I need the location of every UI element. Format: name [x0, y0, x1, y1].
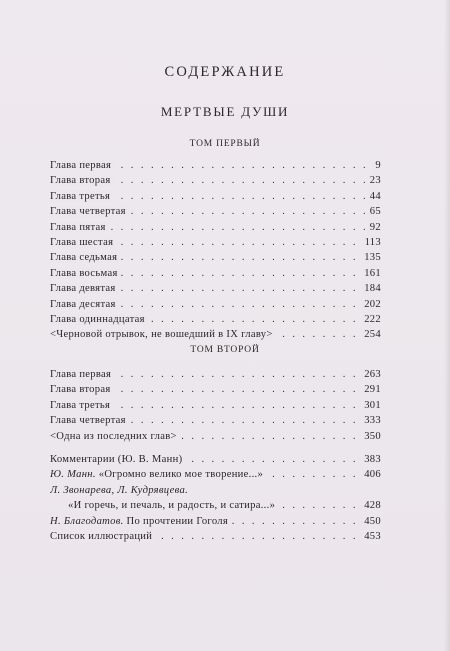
toc-entry-page: 254	[362, 327, 381, 342]
toc-entry[interactable]	[50, 189, 381, 204]
toc-entry-title: Комментарии (Ю. В. Манн)	[50, 454, 185, 465]
toc-entry[interactable]	[50, 173, 381, 188]
toc-entry-page: 113	[363, 235, 381, 250]
toc-entry[interactable]	[50, 312, 381, 327]
toc-entry[interactable]	[50, 266, 381, 281]
toc-entry-page: 301	[362, 398, 381, 413]
toc-entry-zvonareva-essay[interactable]	[50, 498, 381, 513]
toc-entry-title: Глава седьмая	[50, 252, 120, 263]
toc-entry-page: 333	[362, 413, 381, 428]
toc-entry-page: 65	[368, 204, 381, 219]
toc-entry-title: Глава десятая	[50, 299, 119, 310]
toc-entry[interactable]	[50, 382, 381, 397]
toc-entry-page: 92	[368, 220, 381, 235]
contents-title: СОДЕРЖАНИЕ	[164, 64, 286, 80]
toc-entry-title: Глава девятая	[50, 283, 119, 294]
toc-entry[interactable]	[50, 250, 381, 265]
toc-entry-title: Глава четвертая	[50, 206, 129, 217]
toc-entry-title: Глава восьмая	[50, 268, 121, 279]
toc-entry-author: Н. Благодатов.	[50, 515, 124, 527]
toc-entry-title: Глава третья	[50, 191, 113, 202]
toc-entry-illustrations[interactable]	[50, 529, 381, 544]
toc-entry-page: 184	[362, 281, 381, 296]
toc-entry-title: Глава вторая	[50, 175, 114, 186]
toc-entry[interactable]	[50, 158, 381, 173]
toc-entry-title: «И горечь, и печаль, и радость, и сатира...»	[50, 500, 278, 511]
volume-1-toc	[50, 158, 381, 343]
toc-entry-page: 161	[362, 266, 381, 281]
toc-entry-title	[50, 516, 231, 527]
toc-entry-title: Глава пятая	[50, 222, 109, 233]
toc-entry[interactable]	[50, 367, 381, 382]
toc-entry-page: 9	[373, 158, 381, 173]
toc-entry-page: 350	[362, 429, 381, 444]
toc-entry-page: 135	[362, 250, 381, 265]
toc-entry-title: Глава вторая	[50, 384, 114, 395]
volume-2-title: ТОМ ВТОРОЙ	[190, 345, 260, 355]
toc-entry-page: 450	[362, 514, 381, 529]
toc-entry-title: Глава четвертая	[50, 415, 129, 426]
appendix-toc	[50, 452, 381, 544]
book-title: МЕРТВЫЕ ДУШИ	[160, 104, 290, 119]
toc-entry-title: Глава первая	[50, 369, 114, 380]
toc-entry[interactable]	[50, 281, 381, 296]
toc-entry-title: Список иллюстраций	[50, 531, 155, 542]
toc-entry-authors-line	[50, 483, 381, 498]
toc-entry[interactable]	[50, 235, 381, 250]
toc-entry-page: 202	[362, 297, 381, 312]
toc-entry-page: 23	[368, 173, 381, 188]
toc-entry-page: 406	[362, 467, 381, 482]
toc-entry-blagodatov-essay[interactable]	[50, 514, 381, 529]
toc-entry-author: Л. Звонарева, Л. Кудрявцева.	[50, 485, 191, 496]
volume-2-toc	[50, 367, 381, 444]
toc-entry-page: 222	[362, 312, 381, 327]
toc-entry-commentary[interactable]	[50, 452, 381, 467]
toc-entry-author: Ю. Манн.	[50, 469, 96, 481]
toc-entry-title: Глава третья	[50, 400, 113, 411]
toc-entry[interactable]	[50, 413, 381, 428]
toc-entry-title: Глава одиннадцатая	[50, 314, 148, 325]
toc-entry[interactable]	[50, 220, 381, 235]
toc-entry-page: 428	[362, 498, 381, 513]
toc-entry[interactable]	[50, 327, 381, 342]
toc-entry-mann-essay[interactable]	[50, 467, 381, 482]
toc-entry-page: 383	[362, 452, 381, 467]
toc-entry[interactable]	[50, 398, 381, 413]
toc-entry[interactable]	[50, 297, 381, 312]
toc-entry[interactable]	[50, 429, 381, 444]
toc-entry[interactable]	[50, 204, 381, 219]
toc-entry-page: 453	[362, 529, 381, 544]
toc-entry-essay-title: По прочтении Гоголя	[126, 515, 229, 527]
toc-entry-title: Глава первая	[50, 160, 114, 171]
toc-entry-page: 291	[362, 382, 381, 397]
toc-entry-title: <Черновой отрывок, не вошедший в IX главу>	[50, 329, 276, 340]
toc-entry-page: 263	[362, 367, 381, 382]
volume-1-title: ТОМ ПЕРВЫЙ	[189, 139, 261, 149]
toc-entry-title: <Одна из последних глав>	[50, 431, 180, 442]
toc-entry-title	[50, 469, 266, 480]
toc-entry-page: 44	[368, 189, 381, 204]
toc-entry-title: Глава шестая	[50, 237, 116, 248]
toc-entry-essay-title: «Огромно велико мое творение...»	[98, 469, 264, 481]
